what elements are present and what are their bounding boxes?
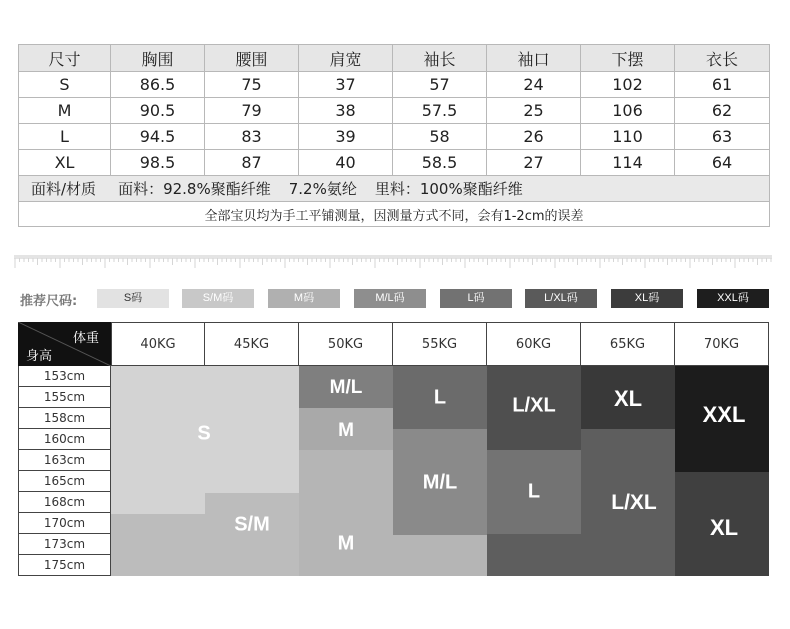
table-cell: 102 xyxy=(581,72,675,98)
legend-chip: L码 xyxy=(440,289,512,308)
measurement-note: 全部宝贝均为手工平铺测量，因测量方式不同，会有1-2cm的误差 xyxy=(19,202,770,227)
size-zone-label: M xyxy=(338,420,354,441)
grid-corner xyxy=(18,322,111,366)
table-cell: 87 xyxy=(205,150,299,176)
header-cell: 胸围 xyxy=(111,45,205,72)
table-cell: 106 xyxy=(581,98,675,124)
table-cell: 61 xyxy=(675,72,770,98)
size-zone-label: L/XL xyxy=(512,394,556,417)
height-cell: 158cm xyxy=(18,408,111,429)
size-grid xyxy=(18,322,769,576)
table-cell: 114 xyxy=(581,150,675,176)
table-cell: XL xyxy=(19,150,111,176)
weight-cell: 70KG xyxy=(675,322,769,366)
height-axis-label: 身高 xyxy=(26,349,53,364)
table-cell: 57 xyxy=(393,72,487,98)
header-cell: 袖口 xyxy=(487,45,581,72)
table-cell: 26 xyxy=(487,124,581,150)
note-row xyxy=(19,202,770,227)
table-cell: 39 xyxy=(299,124,393,150)
height-cell: 168cm xyxy=(18,492,111,513)
size-zone-label: XL xyxy=(709,515,739,540)
legend-chip: XL码 xyxy=(611,289,683,308)
table-cell: 64 xyxy=(675,150,770,176)
table-cell: 37 xyxy=(299,72,393,98)
legend-chip: M/L码 xyxy=(354,289,426,308)
size-zone-label: L xyxy=(527,480,541,503)
legend-chip: S/M码 xyxy=(182,289,254,308)
legend-chip: S码 xyxy=(97,289,169,308)
table-cell: S xyxy=(19,72,111,98)
table-cell: 110 xyxy=(581,124,675,150)
height-cell: 163cm xyxy=(18,450,111,471)
legend-chip: L/XL码 xyxy=(525,289,597,308)
height-cell: 160cm xyxy=(18,429,111,450)
header-cell: 下摆 xyxy=(581,45,675,72)
height-cell: 155cm xyxy=(18,387,111,408)
height-cell: 165cm xyxy=(18,471,111,492)
size-table xyxy=(18,44,770,227)
table-row xyxy=(19,72,770,98)
fabric-main: 面料：92.8%聚酯纤维 xyxy=(118,180,271,198)
size-zone xyxy=(299,450,393,514)
size-zone xyxy=(487,534,581,576)
table-cell: 24 xyxy=(487,72,581,98)
table-row xyxy=(19,150,770,176)
size-zone-label: XXL xyxy=(702,402,746,427)
table-cell: 38 xyxy=(299,98,393,124)
weight-cell: 45KG xyxy=(205,322,299,366)
size-zone-label: L xyxy=(433,386,447,409)
table-cell: 27 xyxy=(487,150,581,176)
height-cell: 170cm xyxy=(18,513,111,534)
weight-cell: 40KG xyxy=(111,322,205,366)
weight-cell: 50KG xyxy=(299,322,393,366)
table-cell: 40 xyxy=(299,150,393,176)
header-cell: 尺寸 xyxy=(19,45,111,72)
table-cell: 86.5 xyxy=(111,72,205,98)
weight-cell: 55KG xyxy=(393,322,487,366)
size-zone-label: XL xyxy=(613,386,643,411)
size-zone xyxy=(205,493,299,514)
legend-chip: XXL码 xyxy=(697,289,769,308)
table-cell: L xyxy=(19,124,111,150)
size-zone xyxy=(111,514,299,556)
header-cell: 袖长 xyxy=(393,45,487,72)
size-zone-label: S/M xyxy=(234,513,270,536)
recommend-label: 推荐尺码: xyxy=(20,294,78,309)
ruler-divider xyxy=(14,255,772,269)
table-cell: 79 xyxy=(205,98,299,124)
height-cell: 173cm xyxy=(18,534,111,555)
table-cell: 98.5 xyxy=(111,150,205,176)
fabric-cell xyxy=(19,176,770,202)
table-cell: 90.5 xyxy=(111,98,205,124)
table-cell: 83 xyxy=(205,124,299,150)
size-zone-label: M/L xyxy=(329,377,363,398)
fabric-row xyxy=(19,176,770,202)
size-zone-label: M/L xyxy=(422,471,458,494)
size-zone-label: M xyxy=(337,532,355,555)
size-zone xyxy=(111,556,299,576)
table-cell: 63 xyxy=(675,124,770,150)
table-cell: 94.5 xyxy=(111,124,205,150)
weight-axis-label: 体重 xyxy=(72,331,99,346)
table-row xyxy=(19,98,770,124)
table-header-row xyxy=(19,45,770,72)
header-cell: 肩宽 xyxy=(299,45,393,72)
header-cell: 衣长 xyxy=(675,45,770,72)
size-zone-label: L/XL xyxy=(611,491,657,514)
weight-cell: 65KG xyxy=(581,322,675,366)
table-row xyxy=(19,124,770,150)
table-cell: 62 xyxy=(675,98,770,124)
size-zone-label: S xyxy=(197,422,211,445)
header-cell: 腰围 xyxy=(205,45,299,72)
table-cell: 58.5 xyxy=(393,150,487,176)
table-cell: M xyxy=(19,98,111,124)
legend-chip: M码 xyxy=(268,289,340,308)
height-cell: 175cm xyxy=(18,555,111,576)
fabric-lining: 里料：100%聚酯纤维 xyxy=(374,180,523,198)
fabric-elastane: 7.2%氨纶 xyxy=(288,180,357,198)
table-cell: 25 xyxy=(487,98,581,124)
size-zone xyxy=(111,493,205,514)
table-cell: 57.5 xyxy=(393,98,487,124)
fabric-label: 面料/材质 xyxy=(31,180,97,198)
table-cell: 58 xyxy=(393,124,487,150)
weight-cell: 60KG xyxy=(487,322,581,366)
table-cell: 75 xyxy=(205,72,299,98)
height-cell: 153cm xyxy=(18,366,111,387)
